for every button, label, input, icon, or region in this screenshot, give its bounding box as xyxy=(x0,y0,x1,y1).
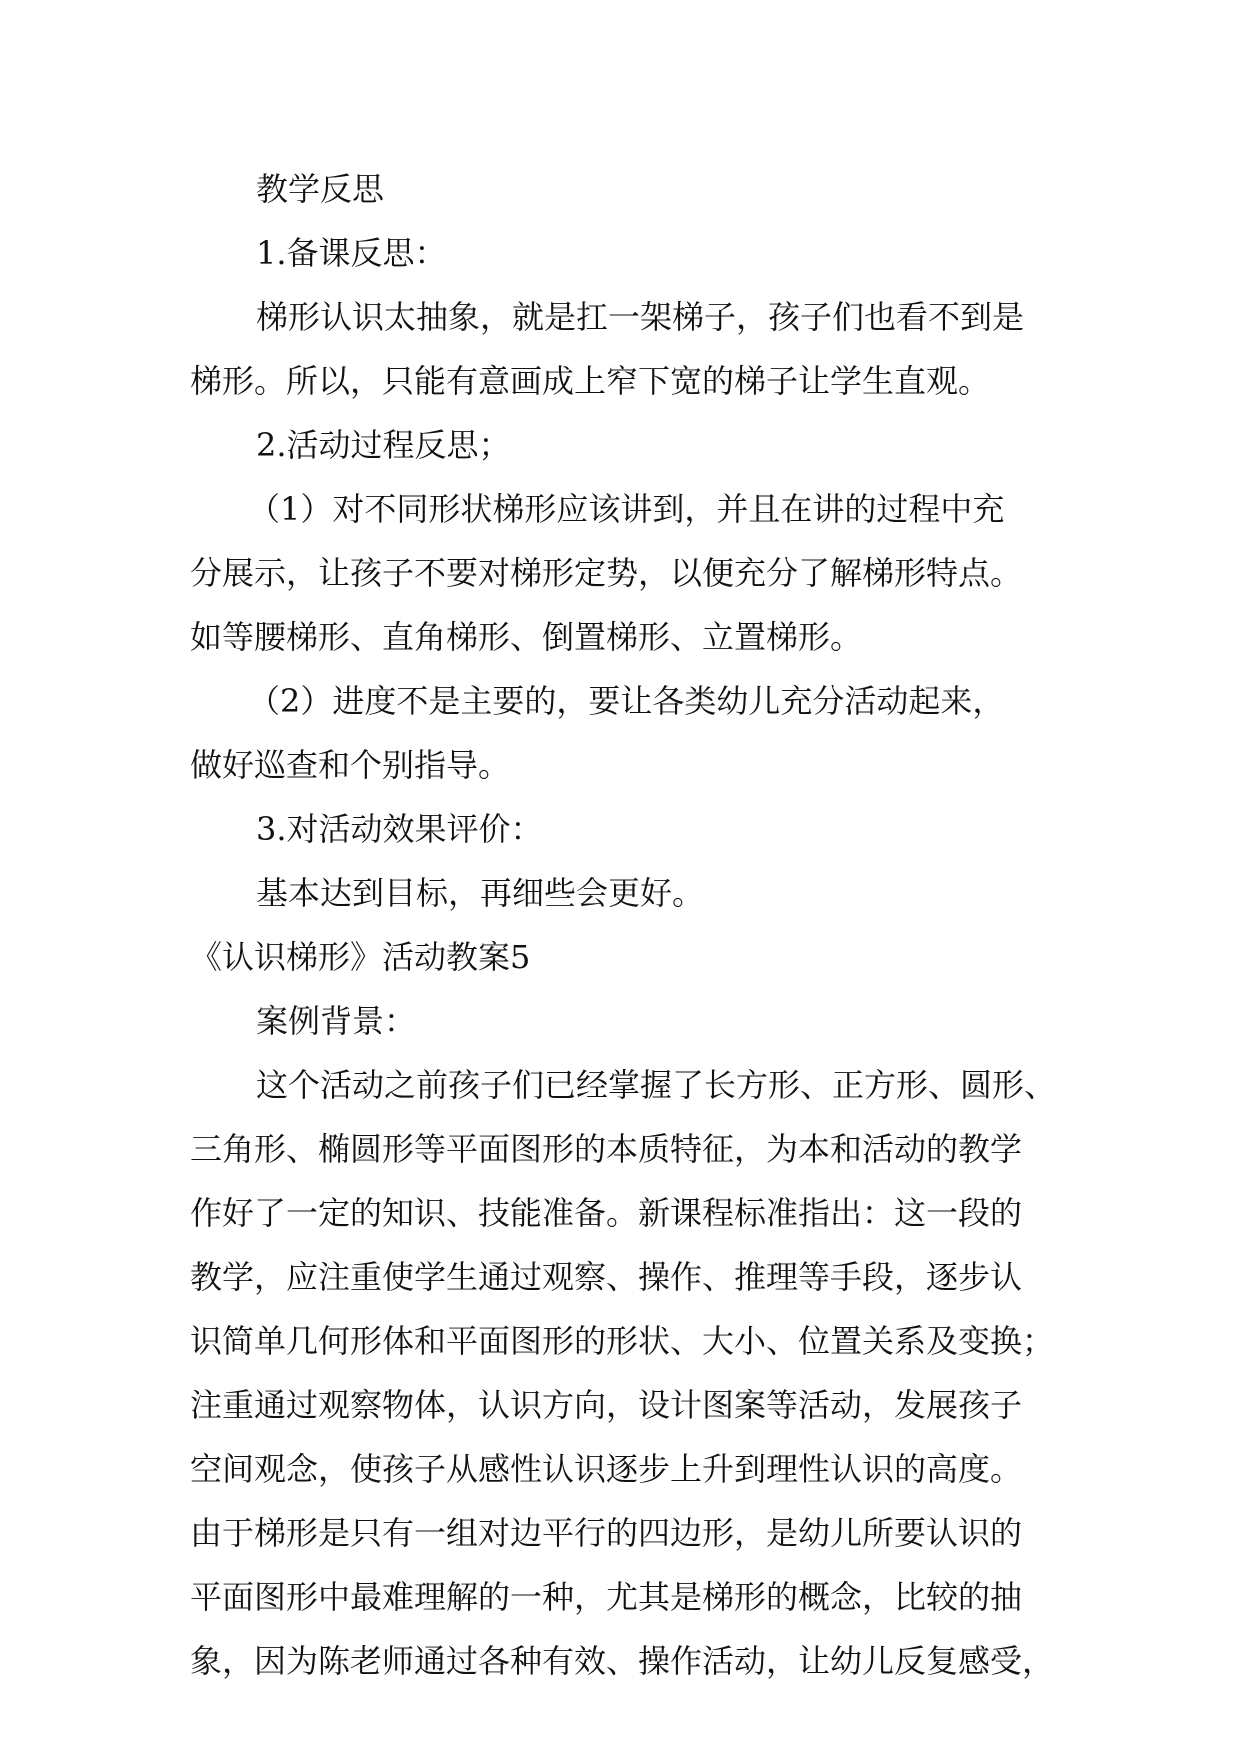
paragraph-line: （1）对不同形状梯形应该讲到，并且在讲的过程中充 xyxy=(248,490,1005,528)
paragraph-line: 作好了一定的知识、技能准备。新课程标准指出：这一段的 xyxy=(190,1194,1023,1232)
paragraph-line: 由于梯形是只有一组对边平行的四边形，是幼儿所要认识的 xyxy=(190,1514,1023,1552)
paragraph-line: 平面图形中最难理解的一种，尤其是梯形的概念，比较的抽 xyxy=(190,1578,1023,1616)
section-title-lesson-plan-5: 《认识梯形》活动教案5 xyxy=(190,938,531,976)
paragraph-line: 梯形认识太抽象，就是扛一架梯子，孩子们也看不到是 xyxy=(256,298,1025,336)
paragraph-line: 教学，应注重使学生通过观察、操作、推理等手段，逐步认 xyxy=(190,1258,1023,1296)
subheading-case-background: 案例背景： xyxy=(256,1002,417,1040)
paragraph-line: 三角形、椭圆形等平面图形的本质特征，为本和活动的教学 xyxy=(190,1130,1023,1168)
paragraph-line: 如等腰梯形、直角梯形、倒置梯形、立置梯形。 xyxy=(190,618,863,656)
document-body xyxy=(190,157,1070,1693)
paragraph-line: 梯形。所以，只能有意画成上窄下宽的梯子让学生直观。 xyxy=(190,362,991,400)
subheading-activity-process: 2.活动过程反思； xyxy=(256,426,511,464)
paragraph-line: 象，因为陈老师通过各种有效、操作活动，让幼儿反复感受， xyxy=(190,1642,1055,1680)
paragraph-line: （2）进度不是主要的，要让各类幼儿充分活动起来， xyxy=(248,682,1005,720)
paragraph-line: 做好巡查和个别指导。 xyxy=(190,746,511,784)
subheading-lesson-prep: 1.备课反思： xyxy=(256,234,447,272)
paragraph-line: 识简单几何形体和平面图形的形状、大小、位置关系及变换； xyxy=(190,1322,1055,1360)
paragraph-line: 分展示，让孩子不要对梯形定势，以便充分了解梯形特点。 xyxy=(190,554,1023,592)
subheading-evaluation: 3.对活动效果评价： xyxy=(256,810,543,848)
paragraph-line: 基本达到目标，再细些会更好。 xyxy=(256,874,705,912)
paragraph-line: 空间观念，使孩子从感性认识逐步上升到理性认识的高度。 xyxy=(190,1450,1023,1488)
section-heading-reflection: 教学反思 xyxy=(256,170,385,208)
paragraph-line: 这个活动之前孩子们已经掌握了长方形、正方形、圆形、 xyxy=(256,1066,1057,1104)
paragraph-line: 注重通过观察物体，认识方向，设计图案等活动，发展孩子 xyxy=(190,1386,1023,1424)
